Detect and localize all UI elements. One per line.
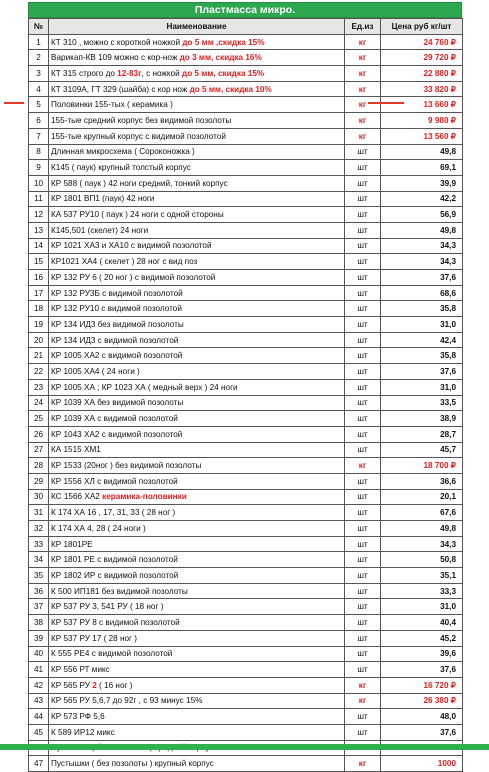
name-text: КР 132 РУ 6 ( 20 ног ) с видимой позолотой bbox=[51, 272, 216, 282]
name-highlight: керамика-половинки bbox=[102, 492, 187, 502]
red-marker-right bbox=[368, 102, 404, 104]
table-row bbox=[29, 662, 463, 678]
row-unit: шт bbox=[345, 160, 381, 176]
row-price: 34,3 bbox=[381, 536, 463, 552]
row-price: 31,0 bbox=[381, 599, 463, 615]
row-price: 33,5 bbox=[381, 395, 463, 411]
row-price: 40,4 bbox=[381, 615, 463, 631]
row-unit: шт bbox=[345, 646, 381, 662]
row-number: 40 bbox=[29, 646, 49, 662]
row-name bbox=[49, 411, 345, 427]
row-name bbox=[49, 489, 345, 505]
row-number: 8 bbox=[29, 144, 49, 160]
row-unit: кг bbox=[345, 458, 381, 474]
row-unit: шт bbox=[345, 411, 381, 427]
row-number: 16 bbox=[29, 270, 49, 286]
row-unit: шт bbox=[345, 207, 381, 223]
table-row bbox=[29, 473, 463, 489]
row-price: 28,7 bbox=[381, 426, 463, 442]
row-unit: шт bbox=[345, 662, 381, 678]
name-text: К 500 ИП181 без видимой позолоты bbox=[51, 586, 188, 596]
row-price: 35,8 bbox=[381, 348, 463, 364]
table-body bbox=[29, 34, 463, 771]
row-price: 69,1 bbox=[381, 160, 463, 176]
table-row bbox=[29, 379, 463, 395]
name-text: КР 132 РУ3Б с видимой позолотой bbox=[51, 288, 183, 298]
row-number: 30 bbox=[29, 489, 49, 505]
row-number: 25 bbox=[29, 411, 49, 427]
row-name bbox=[49, 630, 345, 646]
row-unit: шт bbox=[345, 615, 381, 631]
row-unit: шт bbox=[345, 583, 381, 599]
name-highlight: 12-83г bbox=[117, 68, 142, 78]
row-unit: шт bbox=[345, 599, 381, 615]
row-name bbox=[49, 175, 345, 191]
row-name bbox=[49, 270, 345, 286]
name-text: Варикап-КВ 109 можно с кор-нож bbox=[51, 53, 180, 63]
row-price: 45,7 bbox=[381, 442, 463, 458]
name-text: КР 132 РУ10 с видимой позолотой bbox=[51, 304, 182, 314]
row-price: 29 720 ₽ bbox=[381, 50, 463, 66]
row-price: 13 660 ₽ bbox=[381, 97, 463, 113]
table-row bbox=[29, 709, 463, 725]
table-row bbox=[29, 97, 463, 113]
row-name bbox=[49, 113, 345, 129]
row-number: 23 bbox=[29, 379, 49, 395]
row-price: 35,8 bbox=[381, 301, 463, 317]
name-text: КР 1802 ИР с видимой позолотой bbox=[51, 570, 179, 580]
row-name bbox=[49, 160, 345, 176]
row-name bbox=[49, 50, 345, 66]
row-number: 11 bbox=[29, 191, 49, 207]
table-row bbox=[29, 222, 463, 238]
row-unit: шт bbox=[345, 301, 381, 317]
table-row bbox=[29, 442, 463, 458]
name-text: Длинная микросхема ( Сороконожка ) bbox=[51, 147, 195, 157]
row-price: 45,2 bbox=[381, 630, 463, 646]
row-number: 33 bbox=[29, 536, 49, 552]
name-text: К 174 ХА 4, 28 ( 24 ноги ) bbox=[51, 523, 146, 533]
price-table bbox=[28, 18, 463, 772]
row-number: 26 bbox=[29, 426, 49, 442]
table-row bbox=[29, 160, 463, 176]
row-unit: шт bbox=[345, 536, 381, 552]
row-number: 1 bbox=[29, 34, 49, 50]
row-unit: шт bbox=[345, 568, 381, 584]
name-text: КТ 3109А, ГТ 329 (шайба) с кор нож bbox=[51, 84, 190, 94]
table-row bbox=[29, 677, 463, 693]
table-row bbox=[29, 583, 463, 599]
row-number: 7 bbox=[29, 128, 49, 144]
row-name bbox=[49, 583, 345, 599]
row-unit: кг bbox=[345, 128, 381, 144]
name-text: 155-тые крупный корпус с видимой позолотой bbox=[51, 131, 226, 141]
row-unit: шт bbox=[345, 709, 381, 725]
table-row bbox=[29, 756, 463, 772]
name-text: Пустышки ( без позолоты ) крупный корпус bbox=[51, 759, 214, 769]
row-price: 39,6 bbox=[381, 646, 463, 662]
name-text: КР 537 РУ 8 с видимой позолотой bbox=[51, 617, 180, 627]
name-text: КР 1039 ХА с видимой позолотой bbox=[51, 414, 178, 424]
table-row bbox=[29, 724, 463, 740]
row-name bbox=[49, 301, 345, 317]
name-highlight: до 5 мм ,скидка 15% bbox=[182, 37, 265, 47]
row-unit: шт bbox=[345, 191, 381, 207]
row-unit: шт bbox=[345, 348, 381, 364]
name-text: КР1021 ХА4 ( скелет ) 28 ног с вид поз bbox=[51, 257, 198, 267]
row-name bbox=[49, 709, 345, 725]
row-name bbox=[49, 521, 345, 537]
row-unit: кг bbox=[345, 81, 381, 97]
row-price: 36,6 bbox=[381, 473, 463, 489]
bottom-green-bar bbox=[0, 744, 489, 750]
row-unit: кг bbox=[345, 693, 381, 709]
row-price: 22 880 ₽ bbox=[381, 66, 463, 82]
name-text: КР 537 РУ 3, 541 РУ ( 18 ног ) bbox=[51, 602, 164, 612]
row-name bbox=[49, 97, 345, 113]
row-name bbox=[49, 254, 345, 270]
row-name bbox=[49, 662, 345, 678]
red-marker-left bbox=[4, 102, 24, 104]
row-number: 4 bbox=[29, 81, 49, 97]
row-number: 37 bbox=[29, 599, 49, 615]
table-row bbox=[29, 66, 463, 82]
name-text: КР 1039 ХА без видимой позолоты bbox=[51, 398, 184, 408]
table-row bbox=[29, 426, 463, 442]
row-number: 34 bbox=[29, 552, 49, 568]
table-row bbox=[29, 207, 463, 223]
row-price: 33,3 bbox=[381, 583, 463, 599]
row-price: 34,3 bbox=[381, 238, 463, 254]
row-number: 29 bbox=[29, 473, 49, 489]
name-text: КР 1801РЕ bbox=[51, 539, 93, 549]
row-name bbox=[49, 238, 345, 254]
row-number: 14 bbox=[29, 238, 49, 254]
table-row bbox=[29, 191, 463, 207]
row-name bbox=[49, 348, 345, 364]
row-number: 18 bbox=[29, 301, 49, 317]
row-name bbox=[49, 615, 345, 631]
row-name bbox=[49, 222, 345, 238]
row-number: 21 bbox=[29, 348, 49, 364]
row-number: 45 bbox=[29, 724, 49, 740]
name-text: К 555 РЕ4 с видимой позолотой bbox=[51, 649, 173, 659]
row-price: 34,3 bbox=[381, 254, 463, 270]
row-unit: шт bbox=[345, 317, 381, 333]
row-number: 36 bbox=[29, 583, 49, 599]
name-text: КР 1801 ВП1 (паук) 42 ноги bbox=[51, 194, 155, 204]
row-number: 12 bbox=[29, 207, 49, 223]
row-price: 37,6 bbox=[381, 662, 463, 678]
name-text: К145,501 (скелет) 24 ноги bbox=[51, 225, 149, 235]
row-unit: кг bbox=[345, 677, 381, 693]
name-text: ( 16 ног ) bbox=[96, 680, 133, 690]
row-price: 31,0 bbox=[381, 317, 463, 333]
name-text: КР 1021 ХА3 и ХА10 с видимой позолотой bbox=[51, 241, 212, 251]
table-row bbox=[29, 536, 463, 552]
row-number: 35 bbox=[29, 568, 49, 584]
row-unit: шт bbox=[345, 285, 381, 301]
row-unit: шт bbox=[345, 222, 381, 238]
row-price: 20,1 bbox=[381, 489, 463, 505]
table-row bbox=[29, 144, 463, 160]
name-text: КР 573 РФ 5,6 bbox=[51, 712, 105, 722]
table-row bbox=[29, 693, 463, 709]
header-num: № bbox=[29, 19, 49, 35]
table-row bbox=[29, 568, 463, 584]
table-row bbox=[29, 521, 463, 537]
name-text: КР 588 ( паук ) 42 ноги средний, тонкий корпус bbox=[51, 178, 228, 188]
table-row bbox=[29, 505, 463, 521]
row-price: 49,8 bbox=[381, 144, 463, 160]
name-text: КР 565 РУ 5,6,7 до 92г , с 93 минус 15% bbox=[51, 696, 203, 706]
name-text: , с ножкой bbox=[141, 68, 182, 78]
row-number: 32 bbox=[29, 521, 49, 537]
row-name bbox=[49, 693, 345, 709]
table-row bbox=[29, 364, 463, 380]
table-row bbox=[29, 238, 463, 254]
row-unit: кг bbox=[345, 50, 381, 66]
row-number: 13 bbox=[29, 222, 49, 238]
row-name bbox=[49, 505, 345, 521]
row-price: 48,0 bbox=[381, 709, 463, 725]
row-unit: шт bbox=[345, 144, 381, 160]
table-row bbox=[29, 175, 463, 191]
price-sheet bbox=[28, 2, 462, 772]
table-row bbox=[29, 615, 463, 631]
row-name bbox=[49, 317, 345, 333]
row-price: 16 720 ₽ bbox=[381, 677, 463, 693]
row-unit: кг bbox=[345, 756, 381, 772]
row-number: 43 bbox=[29, 693, 49, 709]
row-price: 33 820 ₽ bbox=[381, 81, 463, 97]
row-unit: шт bbox=[345, 379, 381, 395]
row-price: 37,6 bbox=[381, 270, 463, 286]
row-name bbox=[49, 379, 345, 395]
table-row bbox=[29, 301, 463, 317]
row-unit: шт bbox=[345, 489, 381, 505]
row-price: 26 380 ₽ bbox=[381, 693, 463, 709]
row-number: 38 bbox=[29, 615, 49, 631]
row-name bbox=[49, 395, 345, 411]
table-row bbox=[29, 411, 463, 427]
table-row bbox=[29, 270, 463, 286]
row-unit: шт bbox=[345, 442, 381, 458]
name-text: К145 ( паук) крупный толстый корпус bbox=[51, 163, 191, 173]
row-number: 19 bbox=[29, 317, 49, 333]
name-highlight: 2 bbox=[92, 680, 97, 690]
row-number: 39 bbox=[29, 630, 49, 646]
sheet-title: Пластмасса микро. bbox=[28, 2, 462, 18]
row-unit: шт bbox=[345, 364, 381, 380]
row-number: 41 bbox=[29, 662, 49, 678]
name-text: КА 537 РУ10 ( паук ) 24 ноги с одной стороны bbox=[51, 210, 224, 220]
row-price: 35,1 bbox=[381, 568, 463, 584]
table-row bbox=[29, 552, 463, 568]
row-name bbox=[49, 677, 345, 693]
name-text: КР 1005 ХА ; КР 1023 ХА ( медный верх ) 24 ноги bbox=[51, 382, 238, 392]
row-number: 3 bbox=[29, 66, 49, 82]
row-unit: шт bbox=[345, 505, 381, 521]
row-unit: шт bbox=[345, 426, 381, 442]
row-number: 27 bbox=[29, 442, 49, 458]
row-unit: шт bbox=[345, 238, 381, 254]
table-row bbox=[29, 254, 463, 270]
table-row bbox=[29, 489, 463, 505]
table-row bbox=[29, 50, 463, 66]
name-text: К 589 ИР12 микс bbox=[51, 727, 115, 737]
row-name bbox=[49, 568, 345, 584]
name-text: КР 556 РТ микс bbox=[51, 665, 110, 675]
row-unit: шт bbox=[345, 254, 381, 270]
header-unit: Ед.из bbox=[345, 19, 381, 35]
name-text: КР 565 РУ bbox=[51, 680, 93, 690]
header-price: Цена руб кг/шт bbox=[381, 19, 463, 35]
row-number: 20 bbox=[29, 332, 49, 348]
name-text: Половинки 155-тых ( керамика ) bbox=[51, 100, 173, 110]
table-row bbox=[29, 34, 463, 50]
row-price: 38,9 bbox=[381, 411, 463, 427]
table-row bbox=[29, 113, 463, 129]
row-name bbox=[49, 646, 345, 662]
name-text: КР 134 ИД3 с видимой позолотой bbox=[51, 335, 179, 345]
row-price: 13 560 ₽ bbox=[381, 128, 463, 144]
name-text: 155-тые средний корпус без видимой позолоты bbox=[51, 115, 232, 125]
table-row bbox=[29, 128, 463, 144]
row-name bbox=[49, 144, 345, 160]
row-number: 5 bbox=[29, 97, 49, 113]
row-unit: кг bbox=[345, 113, 381, 129]
row-price: 42,4 bbox=[381, 332, 463, 348]
row-unit: шт bbox=[345, 552, 381, 568]
row-unit: шт bbox=[345, 473, 381, 489]
row-number: 6 bbox=[29, 113, 49, 129]
row-number: 22 bbox=[29, 364, 49, 380]
row-name bbox=[49, 724, 345, 740]
row-unit: кг bbox=[345, 34, 381, 50]
row-number: 47 bbox=[29, 756, 49, 772]
name-text: КР 1533 (20ног ) без видимой позолоты bbox=[51, 461, 202, 471]
row-number: 42 bbox=[29, 677, 49, 693]
row-name bbox=[49, 128, 345, 144]
row-price: 1000 bbox=[381, 756, 463, 772]
name-highlight: до 5 мм, скидка 10% bbox=[189, 84, 272, 94]
row-name bbox=[49, 442, 345, 458]
row-name bbox=[49, 34, 345, 50]
name-highlight: до 5 мм, скидка 15% bbox=[182, 68, 265, 78]
row-price: 37,6 bbox=[381, 364, 463, 380]
row-name bbox=[49, 66, 345, 82]
row-unit: шт bbox=[345, 724, 381, 740]
row-name bbox=[49, 191, 345, 207]
row-name bbox=[49, 332, 345, 348]
row-number: 24 bbox=[29, 395, 49, 411]
row-unit: шт bbox=[345, 332, 381, 348]
table-row bbox=[29, 348, 463, 364]
row-price: 37,6 bbox=[381, 724, 463, 740]
name-text: КС 1566 ХА2 bbox=[51, 492, 103, 502]
row-price: 24 760 ₽ bbox=[381, 34, 463, 50]
row-name bbox=[49, 473, 345, 489]
row-name bbox=[49, 536, 345, 552]
name-text: КА 1515 ХМ1 bbox=[51, 445, 101, 455]
row-name bbox=[49, 426, 345, 442]
row-unit: шт bbox=[345, 175, 381, 191]
row-price: 67,6 bbox=[381, 505, 463, 521]
name-text: КТ 315 строго до bbox=[51, 68, 118, 78]
row-price: 9 980 ₽ bbox=[381, 113, 463, 129]
row-unit: кг bbox=[345, 97, 381, 113]
name-text: КР 1043 ХА2 с видимой позолотой bbox=[51, 429, 183, 439]
table-row bbox=[29, 332, 463, 348]
row-price: 68,6 bbox=[381, 285, 463, 301]
row-number: 9 bbox=[29, 160, 49, 176]
name-text: К 174 ХА 16 , 17, 31, 33 ( 28 ног ) bbox=[51, 508, 176, 518]
row-number: 28 bbox=[29, 458, 49, 474]
row-price: 39,9 bbox=[381, 175, 463, 191]
row-price: 49,8 bbox=[381, 222, 463, 238]
row-name bbox=[49, 599, 345, 615]
row-number: 10 bbox=[29, 175, 49, 191]
name-text: КР 1005 ХА2 с видимой позолотой bbox=[51, 351, 183, 361]
row-name bbox=[49, 285, 345, 301]
name-text: КР 1801 РЕ с видимой позолотой bbox=[51, 555, 178, 565]
row-name bbox=[49, 756, 345, 772]
row-price: 50,8 bbox=[381, 552, 463, 568]
row-name bbox=[49, 458, 345, 474]
table-row bbox=[29, 285, 463, 301]
row-name bbox=[49, 552, 345, 568]
name-text: КР 1556 ХЛ с видимой позолотой bbox=[51, 476, 178, 486]
row-price: 42,2 bbox=[381, 191, 463, 207]
row-unit: кг bbox=[345, 66, 381, 82]
name-text: КТ 310 , можно с короткой ножкой bbox=[51, 37, 183, 47]
row-price: 56,9 bbox=[381, 207, 463, 223]
table-row bbox=[29, 458, 463, 474]
table-header-row bbox=[29, 19, 463, 35]
name-text: КР 1005 ХА4 ( 24 ноги ) bbox=[51, 366, 140, 376]
name-text: КР 537 РУ 17 ( 28 ног ) bbox=[51, 633, 138, 643]
name-text: КР 134 ИД3 без видимой позолоты bbox=[51, 319, 184, 329]
row-name bbox=[49, 364, 345, 380]
row-number: 31 bbox=[29, 505, 49, 521]
row-unit: шт bbox=[345, 521, 381, 537]
row-number: 17 bbox=[29, 285, 49, 301]
table-row bbox=[29, 599, 463, 615]
row-unit: шт bbox=[345, 395, 381, 411]
table-row bbox=[29, 81, 463, 97]
header-name: Наименование bbox=[49, 19, 345, 35]
row-number: 2 bbox=[29, 50, 49, 66]
row-name bbox=[49, 81, 345, 97]
table-row bbox=[29, 317, 463, 333]
row-price: 18 700 ₽ bbox=[381, 458, 463, 474]
row-number: 44 bbox=[29, 709, 49, 725]
row-name bbox=[49, 207, 345, 223]
row-unit: шт bbox=[345, 270, 381, 286]
row-number: 15 bbox=[29, 254, 49, 270]
row-unit: шт bbox=[345, 630, 381, 646]
table-row bbox=[29, 646, 463, 662]
row-price: 49,8 bbox=[381, 521, 463, 537]
table-row bbox=[29, 395, 463, 411]
row-price: 31,0 bbox=[381, 379, 463, 395]
table-row bbox=[29, 630, 463, 646]
name-highlight: до 3 мм, скидка 16% bbox=[179, 53, 262, 63]
